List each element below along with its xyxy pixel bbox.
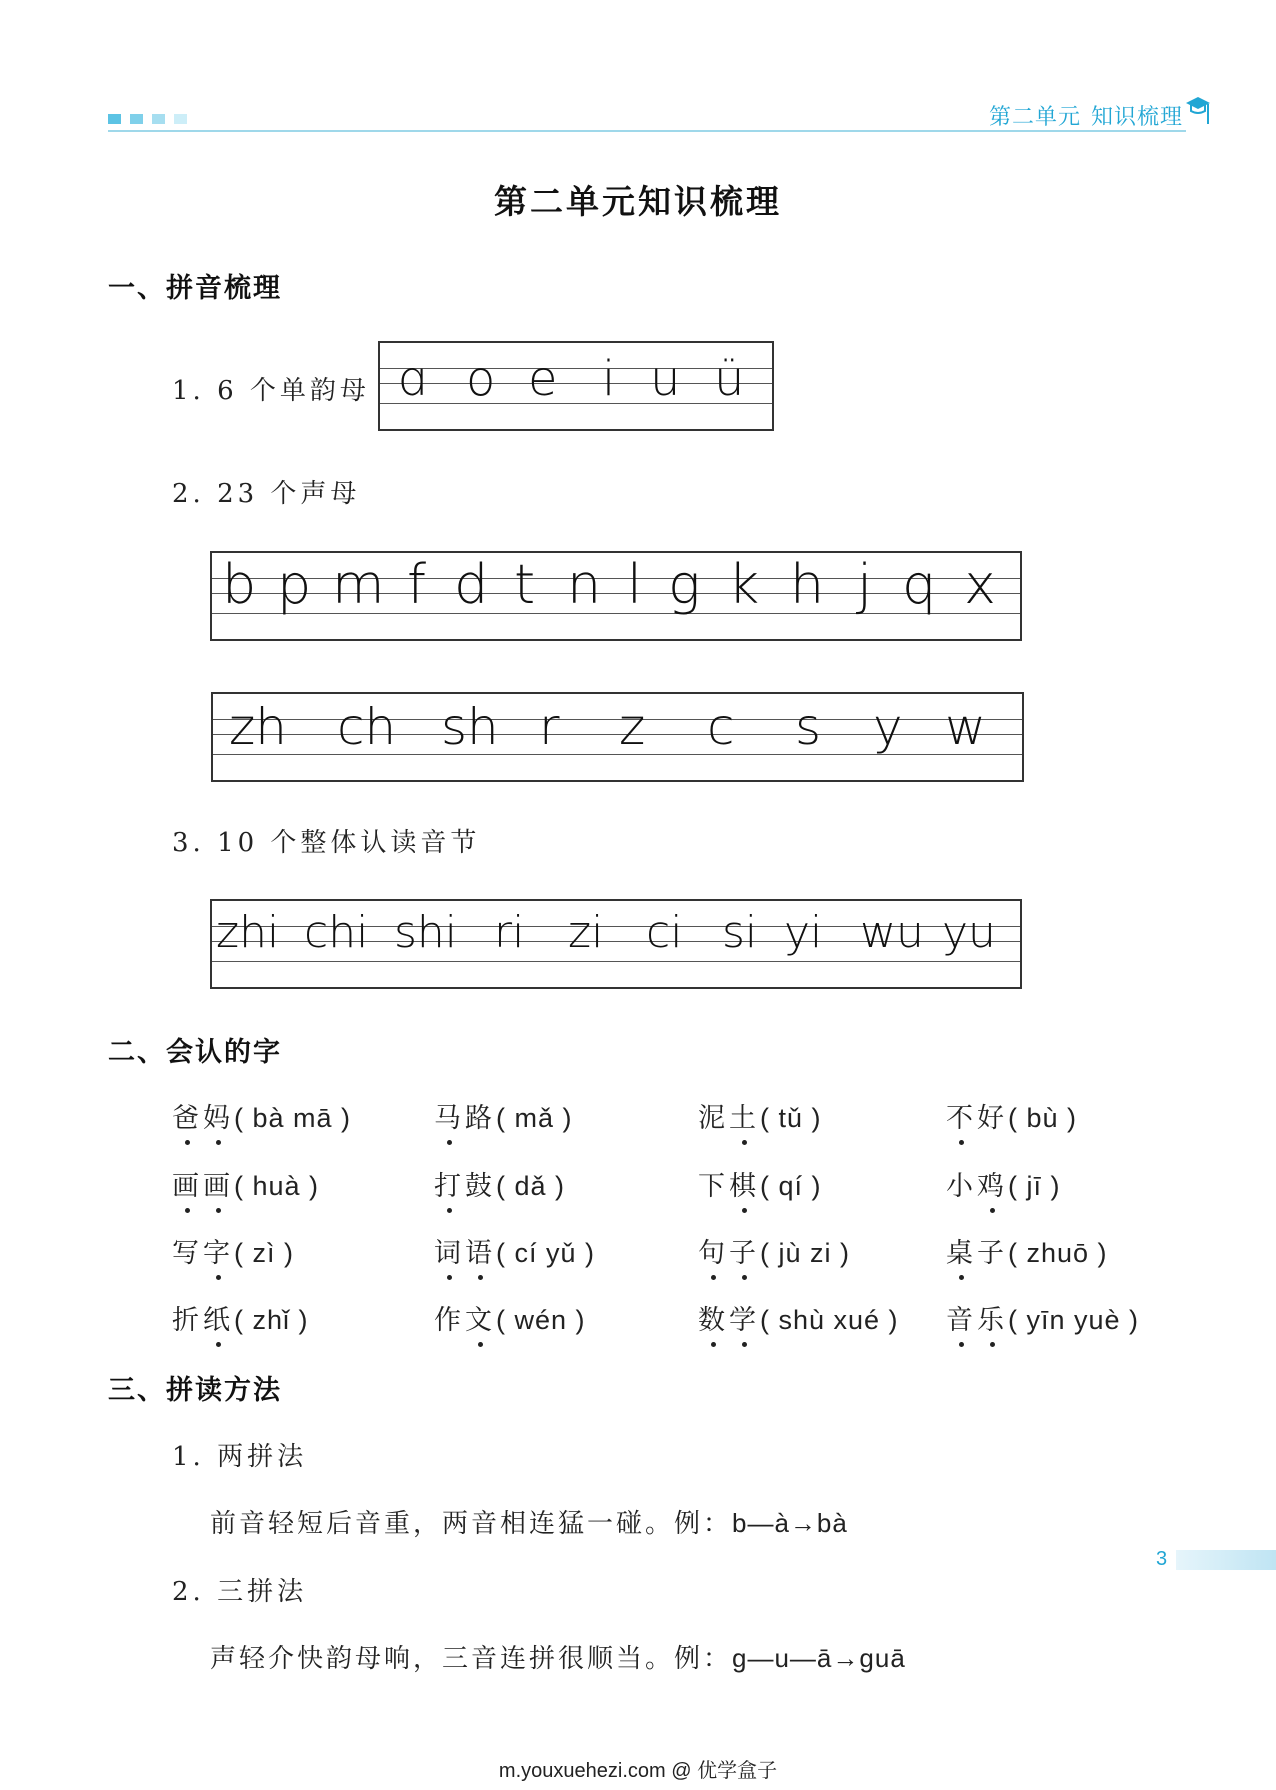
- character-word: 画画: [172, 1171, 234, 1202]
- character-entry: [434, 1164, 565, 1203]
- character-pinyin: ( bù ): [1008, 1103, 1078, 1133]
- character-pinyin: ( shù xué ): [760, 1305, 899, 1335]
- finals-label: 1. 6 个单韵母: [172, 376, 370, 406]
- character-word: 桌子: [946, 1238, 1008, 1269]
- syllable: zi: [568, 907, 604, 958]
- finals-box: [378, 341, 774, 431]
- syllable: si: [722, 907, 758, 958]
- initial-letter: w: [945, 698, 986, 756]
- character-entry: [434, 1298, 586, 1337]
- final-letter: ɑ: [396, 351, 427, 407]
- initial-letter: h: [790, 553, 825, 616]
- initial-letter: j: [857, 553, 873, 616]
- character-word: 作文: [434, 1305, 496, 1336]
- character-pinyin: ( jī ): [1008, 1171, 1061, 1201]
- character-entry: [946, 1298, 1139, 1337]
- final-letter: o: [466, 351, 496, 407]
- syllable: yi: [784, 907, 823, 958]
- initial-letter: sh: [441, 698, 499, 756]
- syllables-box: [210, 899, 1022, 989]
- graduation-cap-icon: [1184, 94, 1212, 128]
- page-title: 第二单元知识梳理: [494, 182, 782, 221]
- initial-letter: k: [728, 553, 760, 616]
- header-unit: 第二单元: [988, 104, 1081, 129]
- character-entry: [434, 1231, 595, 1270]
- header-square-3: [152, 114, 165, 124]
- character-entry: [698, 1164, 822, 1203]
- method-three-example: g—u—ā→guā: [732, 1643, 906, 1673]
- character-entry: [698, 1298, 899, 1337]
- method-two-rule: 前音轻短后音重，两音相连猛一碰。例：: [210, 1509, 733, 1539]
- character-word: 小鸡: [946, 1171, 1008, 1202]
- character-word: 不好: [946, 1103, 1008, 1134]
- initials-label: 2. 23 个声母: [172, 479, 361, 509]
- footer-watermark: m.youxuehezi.com @ 优学盒子: [498, 1760, 778, 1782]
- initial-letter: d: [454, 553, 489, 616]
- character-pinyin: ( zhuō ): [1008, 1238, 1108, 1268]
- initial-letter: g: [668, 553, 701, 616]
- character-entry: [172, 1096, 351, 1135]
- character-pinyin: ( wén ): [496, 1305, 586, 1335]
- method-two-text: [210, 1503, 848, 1540]
- method-three-rule: 声轻介快韵母响，三音连拼很顺当。例：: [210, 1644, 733, 1674]
- character-entry: [698, 1231, 850, 1270]
- character-word: 折纸: [172, 1305, 234, 1336]
- method-two-example: b—à→bà: [732, 1508, 848, 1538]
- character-pinyin: ( qí ): [760, 1171, 822, 1201]
- character-pinyin: ( yīn yuè ): [1008, 1305, 1140, 1335]
- character-word: 泥土: [698, 1103, 760, 1134]
- final-letter: ü: [714, 351, 745, 407]
- syllable: wu: [860, 907, 924, 958]
- character-entry: [698, 1096, 822, 1135]
- character-entry: [172, 1164, 319, 1203]
- character-pinyin: ( mǎ ): [496, 1103, 573, 1133]
- initial-letter: b: [222, 553, 257, 616]
- character-entry: [946, 1096, 1077, 1135]
- header-label: [989, 100, 1183, 131]
- header-topic: 知识梳理: [1090, 104, 1183, 129]
- section-pinyin-heading: 一、拼音梳理: [108, 273, 282, 304]
- initial-letter: x: [964, 553, 996, 616]
- character-pinyin: ( dǎ ): [496, 1171, 566, 1201]
- section-methods-heading: 三、拼读方法: [108, 1375, 282, 1406]
- initial-letter: f: [407, 553, 427, 616]
- syllable: zhi: [216, 907, 280, 958]
- character-word: 马路: [434, 1103, 496, 1134]
- final-letter: i: [602, 351, 616, 407]
- character-entry: [946, 1231, 1108, 1270]
- header-square-4: [174, 114, 187, 124]
- character-entry: [172, 1298, 309, 1337]
- character-word: 词语: [434, 1238, 496, 1269]
- character-entry: [946, 1164, 1061, 1203]
- syllable: ri: [494, 907, 525, 958]
- character-pinyin: ( cí yǔ ): [496, 1238, 596, 1268]
- page-number-band: [1176, 1550, 1276, 1570]
- header-square-1: [108, 114, 121, 124]
- character-pinyin: ( zì ): [234, 1238, 294, 1268]
- method-three-text: [210, 1638, 906, 1675]
- character-pinyin: ( bà mā ): [234, 1103, 352, 1133]
- initial-letter: r: [539, 698, 560, 756]
- initial-letter: l: [627, 553, 643, 616]
- character-pinyin: ( jù zi ): [760, 1238, 850, 1268]
- character-entry: [172, 1231, 294, 1270]
- header-square-2: [130, 114, 143, 124]
- initial-letter: q: [902, 553, 937, 616]
- character-word: 句子: [698, 1238, 760, 1269]
- final-letter: e: [528, 351, 558, 407]
- syllables-label: 3. 10 个整体认读音节: [172, 828, 481, 858]
- initial-letter: zh: [229, 698, 287, 756]
- syllable: chi: [304, 907, 369, 958]
- initial-letter: z: [619, 698, 646, 756]
- initial-letter: y: [873, 698, 903, 756]
- initial-letter: c: [707, 698, 735, 756]
- character-pinyin: ( zhǐ ): [234, 1305, 309, 1335]
- initial-letter: n: [567, 553, 602, 616]
- initial-letter: ch: [337, 698, 397, 756]
- initial-letter: m: [332, 553, 385, 616]
- page-number: 3: [1156, 1548, 1168, 1570]
- section-characters-heading: 二、会认的字: [108, 1037, 282, 1068]
- initial-letter: p: [277, 553, 312, 616]
- method-three-label: 2. 三拼法: [172, 1577, 308, 1607]
- syllable: yu: [942, 907, 996, 958]
- character-word: 音乐: [946, 1305, 1008, 1336]
- initials-box-1: [210, 551, 1022, 641]
- character-word: 数学: [698, 1305, 760, 1336]
- syllable: shi: [394, 907, 458, 958]
- character-word: 下棋: [698, 1171, 760, 1202]
- character-word: 写字: [172, 1238, 234, 1269]
- syllable: ci: [646, 907, 683, 958]
- character-word: 打鼓: [434, 1171, 496, 1202]
- initials-box-2: [211, 692, 1024, 782]
- final-letter: u: [650, 351, 681, 407]
- character-word: 爸妈: [172, 1103, 234, 1134]
- character-pinyin: ( tǔ ): [760, 1103, 822, 1133]
- method-two-label: 1. 两拼法: [172, 1442, 308, 1472]
- initial-letter: t: [514, 553, 536, 616]
- character-entry: [434, 1096, 573, 1135]
- initial-letter: s: [795, 698, 822, 756]
- character-pinyin: ( huà ): [234, 1171, 320, 1201]
